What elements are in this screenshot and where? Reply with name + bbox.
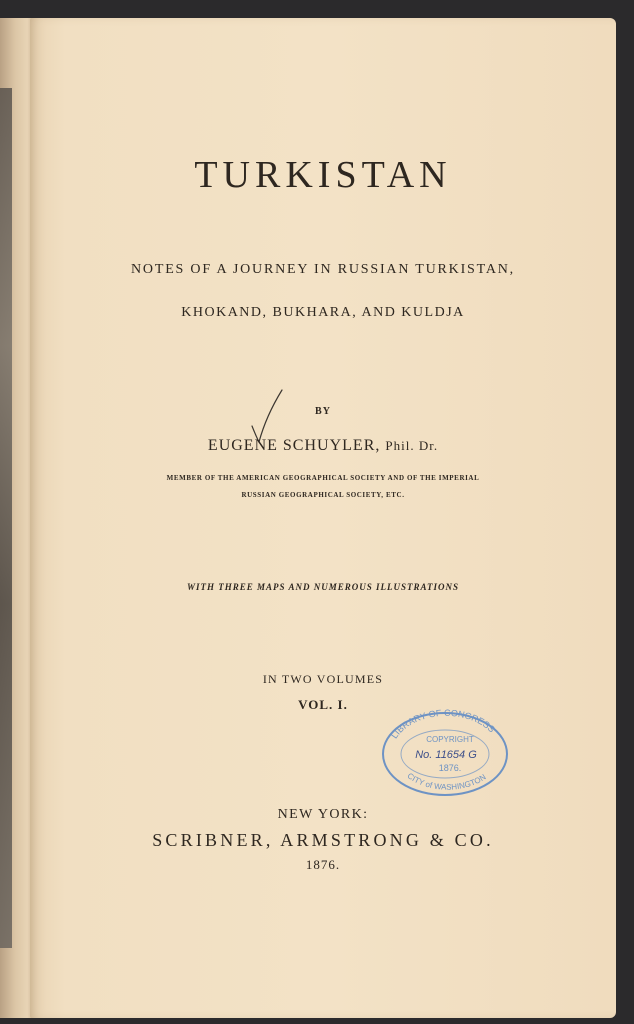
- stamp-top-arc: LIBRARY OF CONGRESS: [389, 708, 497, 741]
- publisher-name: SCRIBNER, ARMSTRONG & CO.: [152, 830, 494, 850]
- stamp-copyright: COPYRIGHT: [426, 735, 474, 744]
- publication-city: NEW YORK:: [277, 807, 369, 822]
- author-line: [30, 437, 616, 455]
- volumes-label: IN TWO VOLUMES: [262, 672, 384, 686]
- subtitle-line-2: KHOKAND, BUKHARA, AND KULDJA: [181, 305, 465, 320]
- by-label: BY: [315, 406, 331, 417]
- library-of-congress-stamp: [378, 708, 512, 800]
- previous-page-illustration: [0, 88, 12, 948]
- stamp-bottom-arc: CITY of WASHINGTON: [405, 771, 488, 792]
- stamp-year: 1876.: [438, 763, 462, 773]
- affiliation-line-1: MEMBER OF THE AMERICAN GEOGRAPHICAL SOCIETY AND OF THE IMPERIAL: [166, 474, 480, 482]
- author-name: EUGENE SCHUYLER,: [207, 437, 381, 454]
- illustrations-note: WITH THREE MAPS AND NUMEROUS ILLUSTRATIONS: [187, 582, 459, 592]
- volume-number: VOL. I.: [298, 697, 348, 712]
- author-degree: Phil. Dr.: [385, 438, 439, 453]
- publication-year: 1876.: [305, 857, 341, 872]
- subtitle-line-1: NOTES OF A JOURNEY IN RUSSIAN TURKISTAN,: [131, 262, 515, 277]
- book-title: TURKISTAN: [194, 154, 452, 196]
- title-page: [30, 18, 616, 1018]
- stamp-number: No. 11654 G: [415, 749, 477, 761]
- affiliation-line-2: RUSSIAN GEOGRAPHICAL SOCIETY, ETC.: [241, 491, 405, 499]
